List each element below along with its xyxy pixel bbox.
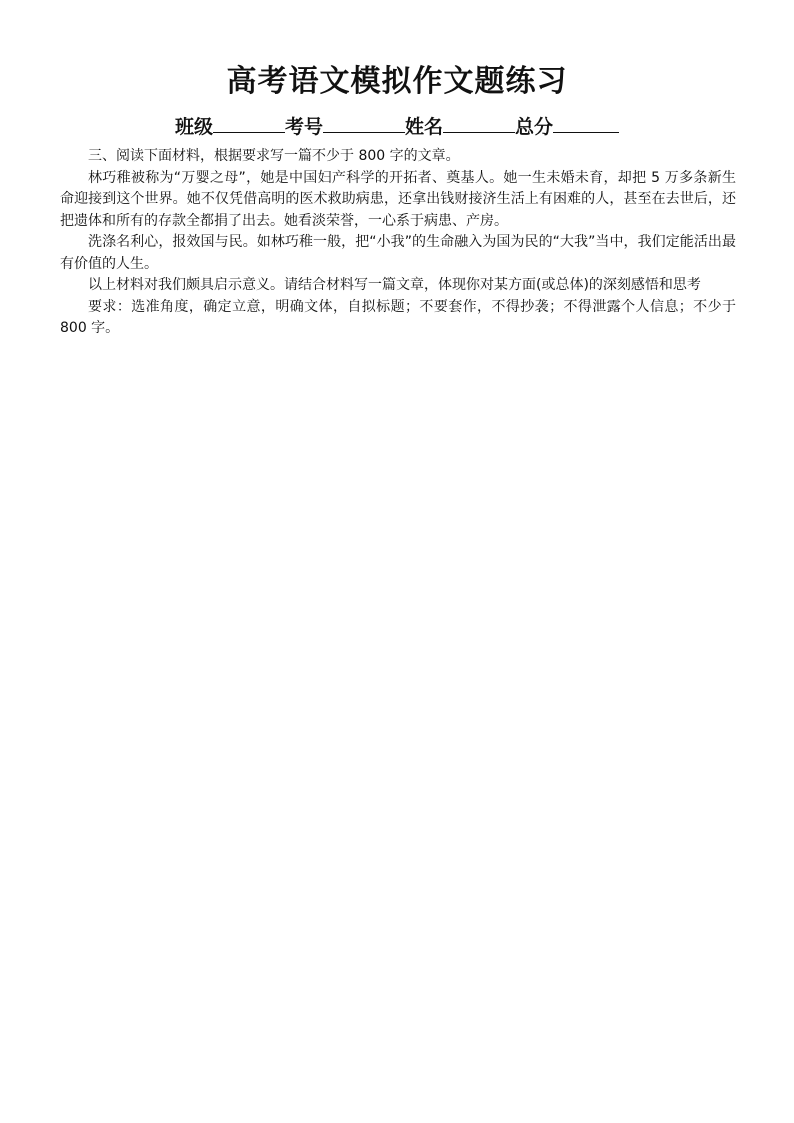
class-label: 班级 xyxy=(174,116,213,138)
exam-no-blank xyxy=(323,114,405,133)
exam-no-label: 考号 xyxy=(284,116,323,138)
material-paragraph: 林巧稚被称为“万婴之母”，她是中国妇产科学的开拓者、奠基人。她一生未婚未育，却把 5 万多条新生命迎接到这个世界。她不仅凭借高明的医术救助病患，还拿出钱财接济生活上有困难的人，甚至在去世后，还把遗体和所有的存款全都捐了出去。她看淡荣誉，一心系于病患、产房。 xyxy=(60,169,736,229)
name-label: 姓名 xyxy=(405,116,444,138)
name-blank xyxy=(443,114,515,133)
material-paragraph: 洗涤名利心，报效国与民。如林巧稚一般，把“小我”的生命融入为国为民的“大我”当中，我们定能活出最有价值的人生。 xyxy=(60,234,736,272)
requirements-paragraph: 要求：选准角度，确定立意，明确文体，自拟标题；不要套作，不得抄袭；不得泄露个人信息；不少于 800 字。 xyxy=(60,298,736,336)
score-blank xyxy=(553,114,619,133)
instruction-paragraph: 以上材料对我们颇具启示意义。请结合材料写一篇文章，体现你对某方面(或总体)的深刻感悟和思考 xyxy=(88,277,701,293)
class-blank xyxy=(213,114,285,133)
score-label: 总分 xyxy=(515,116,554,138)
page-title: 高考语文模拟作文题练习 xyxy=(226,64,568,99)
question-prompt: 三、阅读下面材料，根据要求写一篇不少于 800 字的文章。 xyxy=(88,148,460,164)
student-info-line xyxy=(0,112,794,142)
question-body xyxy=(60,146,736,340)
